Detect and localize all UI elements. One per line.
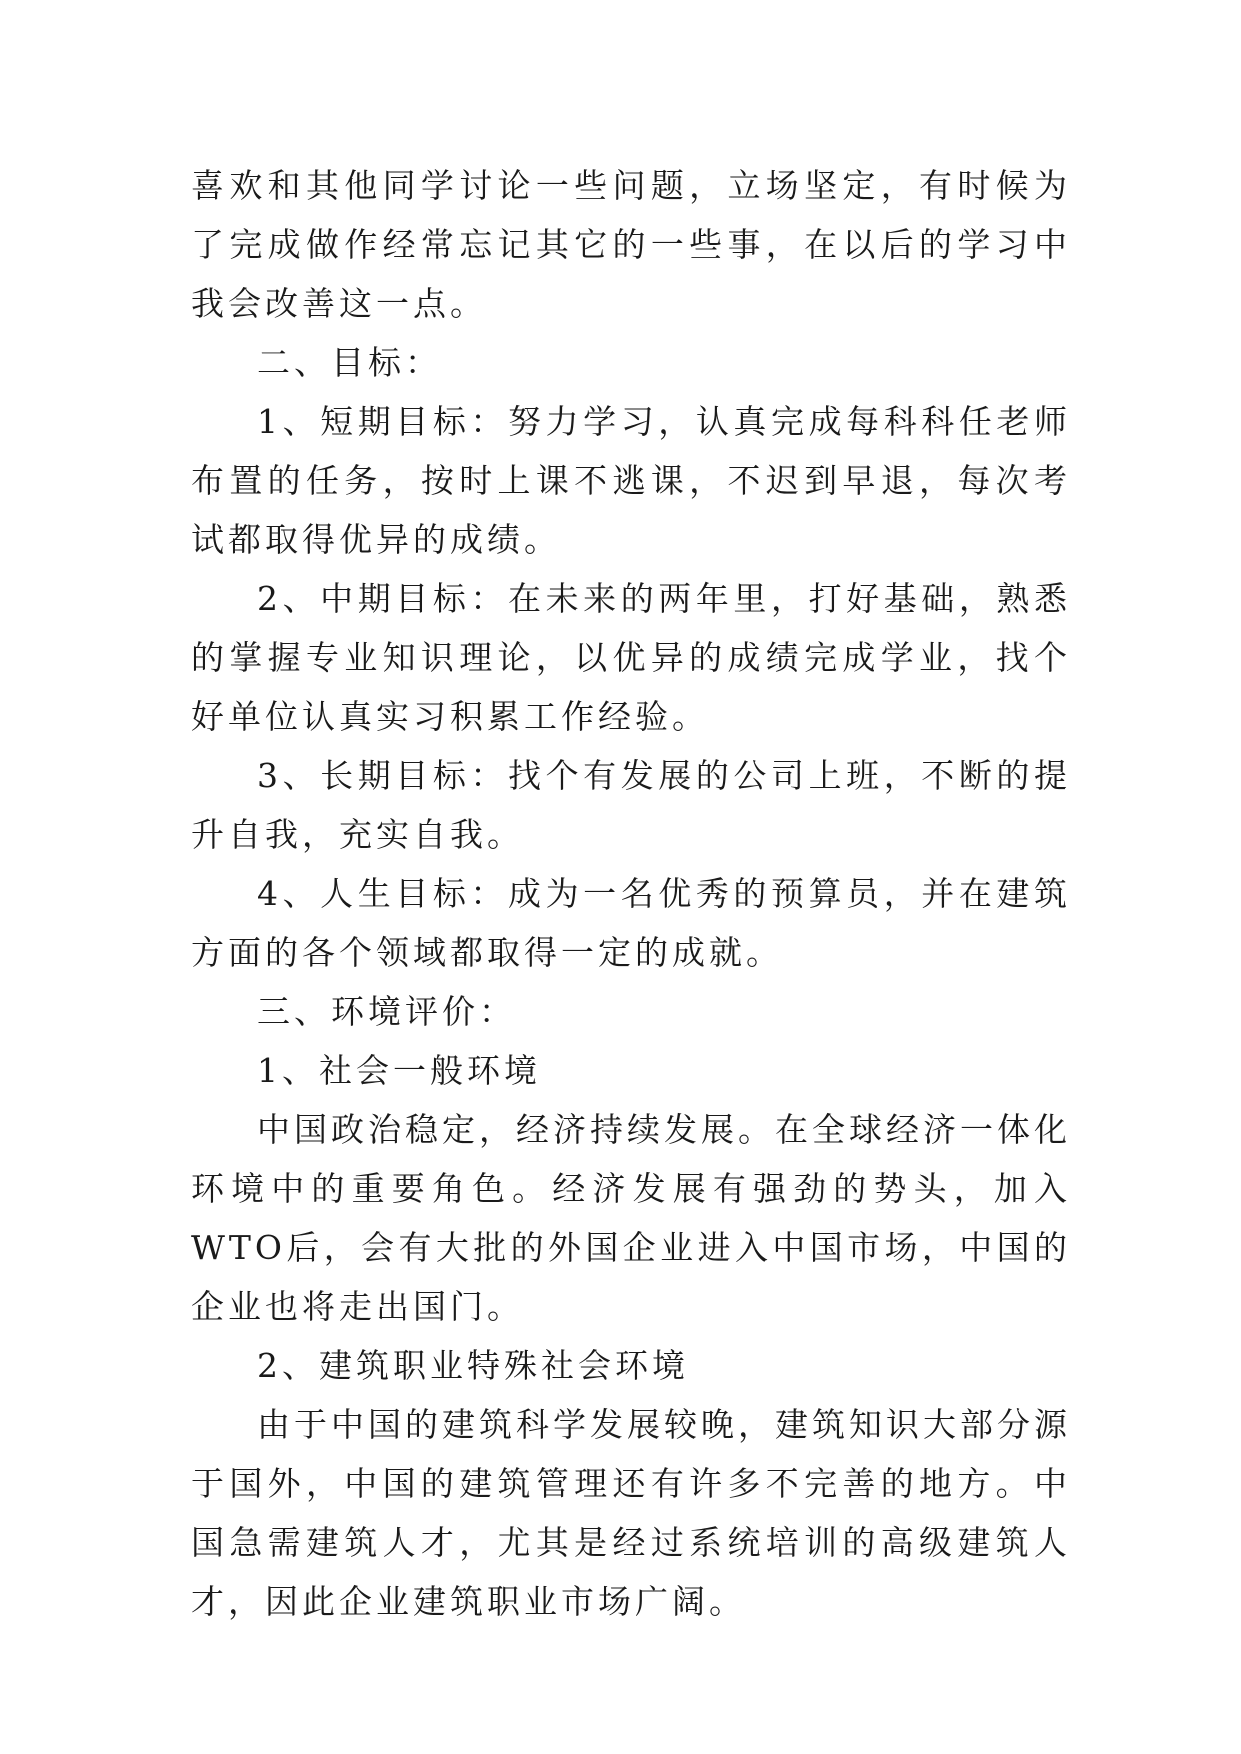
subheading-social-environment: 1、社会一般环境: [257, 1051, 541, 1090]
document-body: [191, 156, 1071, 1631]
paragraph-mid-term-goal: 2、中期目标：在未来的两年里，打好基础，熟悉的掌握专业知识理论，以优异的成绩完成学业，找个好单位认真实习积累工作经验。: [191, 579, 1071, 736]
subheading-construction-environment: 2、建筑职业特殊社会环境: [257, 1346, 689, 1385]
section-heading-environment: 三、环境评价：: [257, 992, 516, 1031]
section-heading-goals: 二、目标：: [257, 343, 442, 382]
paragraph-short-term-goal: 1、短期目标：努力学习，认真完成每科科任老师布置的任务，按时上课不逃课，不迟到早退，每次考试都取得优异的成绩。: [191, 402, 1071, 559]
paragraph-long-term-goal: 3、长期目标：找个有发展的公司上班，不断的提升自我，充实自我。: [191, 756, 1071, 854]
paragraph-continuation: 喜欢和其他同学讨论一些问题，立场坚定，有时候为了完成做作经常忘记其它的一些事，在以后的学习中我会改善这一点。: [191, 166, 1071, 323]
paragraph-construction-environment: 由于中国的建筑科学发展较晚，建筑知识大部分源于国外，中国的建筑管理还有许多不完善的地方。中国急需建筑人才，尤其是经过系统培训的高级建筑人才，因此企业建筑职业市场广阔。: [191, 1405, 1071, 1621]
paragraph-social-environment: 中国政治稳定，经济持续发展。在全球经济一体化环境中的重要角色。经济发展有强劲的势头，加入WTO后，会有大批的外国企业进入中国市场，中国的企业也将走出国门。: [191, 1110, 1071, 1326]
paragraph-life-goal: 4、人生目标：成为一名优秀的预算员，并在建筑方面的各个领域都取得一定的成就。: [191, 874, 1071, 972]
